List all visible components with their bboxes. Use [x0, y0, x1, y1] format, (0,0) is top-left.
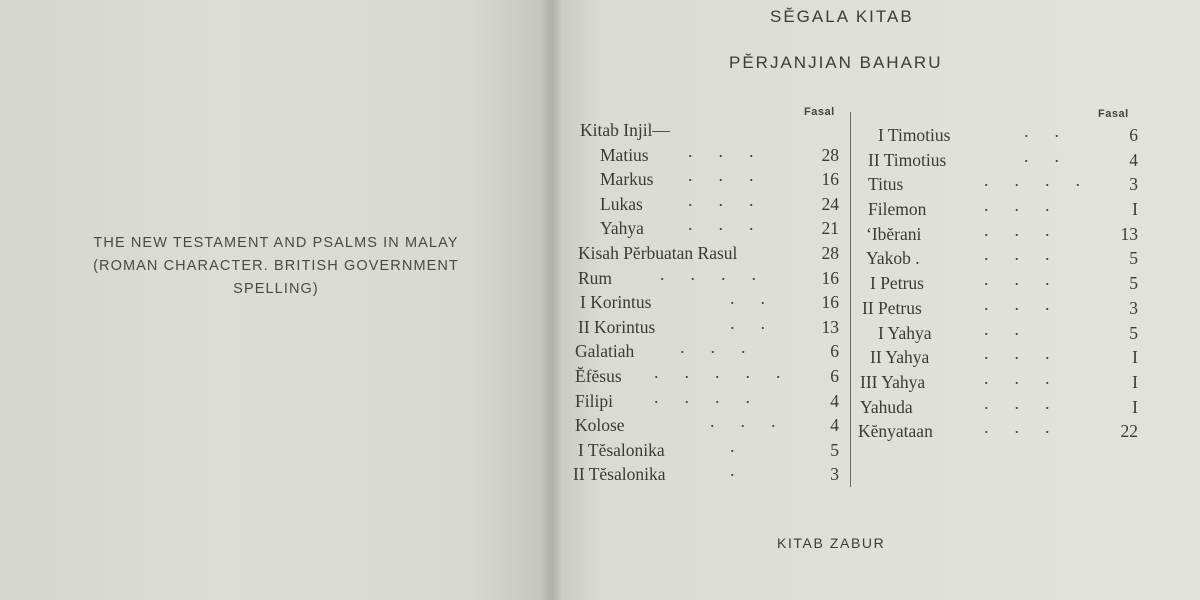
column-header-left: Fasal [804, 106, 835, 118]
dot-leader: ..... [654, 361, 807, 382]
chapter-count: 5 [1129, 273, 1138, 294]
book-row [570, 413, 845, 438]
dot-leader: ... [984, 343, 1076, 364]
book-name: Markus [600, 169, 654, 190]
dot-leader: . [730, 435, 761, 456]
book-name: Titus [868, 174, 904, 195]
book-name: II Petrus [862, 297, 922, 318]
chapter-count: 16 [821, 169, 839, 190]
dot-leader: ... [688, 140, 780, 161]
left-page [0, 0, 550, 600]
book-name: I Yahya [878, 322, 932, 343]
dot-leader: .. [730, 288, 791, 309]
dot-leader: ... [984, 293, 1076, 314]
book-row [570, 290, 845, 315]
column-header-right: Fasal [1098, 108, 1129, 120]
book-name: Filemon [868, 199, 927, 220]
chapter-count: 13 [821, 316, 839, 337]
dot-leader: .. [984, 318, 1045, 339]
book-name: II Yahya [870, 347, 930, 368]
book-name: II Tĕsalonika [573, 464, 666, 485]
books-list-right [856, 123, 1146, 444]
book-row [570, 386, 845, 414]
chapter-count: I [1132, 396, 1138, 417]
book-name: II Timotius [868, 149, 947, 170]
chapter-count: 16 [821, 267, 839, 288]
books-list-left [570, 118, 845, 487]
dot-leader: .... [660, 263, 782, 284]
book-name: I Timotius [878, 125, 951, 145]
chapter-count: I [1132, 199, 1138, 220]
book-name: Yakob . [866, 248, 920, 269]
book-name: I Tĕsalonika [578, 439, 665, 460]
chapter-count: 5 [830, 439, 839, 460]
chapter-count: 5 [1129, 322, 1138, 343]
book-name: Kĕnyataan [858, 421, 933, 442]
chapter-count: 22 [1120, 421, 1138, 442]
section-heading: PĔRJANJIAN BAHARU [729, 53, 943, 72]
left-page-title [48, 232, 504, 301]
dot-leader: ... [984, 219, 1076, 240]
book-row [856, 123, 1146, 148]
chapter-count: 4 [830, 390, 839, 411]
chapter-count: I [1132, 347, 1138, 368]
book-name: Ĕfĕsus [575, 365, 622, 386]
book-name: Rum [578, 267, 613, 288]
dot-leader: ... [688, 165, 780, 186]
dot-leader: .. [1024, 121, 1085, 141]
dot-leader: ... [984, 195, 1076, 216]
book-name: I Korintus [580, 292, 652, 313]
page-heading: SĔGALA KITAB [770, 7, 914, 26]
chapter-count: 5 [1129, 248, 1138, 269]
chapter-count: 3 [1129, 297, 1138, 318]
book-name: Yahya [600, 218, 644, 239]
dot-leader: .... [654, 386, 776, 407]
book-name: ‘Ibĕrani [866, 223, 922, 244]
chapter-count: 4 [1129, 149, 1138, 170]
chapter-count: 28 [821, 242, 839, 263]
dot-leader: ... [984, 392, 1076, 413]
chapter-count: 16 [821, 292, 839, 313]
chapter-count: 6 [830, 365, 839, 386]
book-name: Filipi [575, 390, 613, 411]
chapter-count: 4 [830, 415, 839, 436]
dot-leader: .. [1024, 145, 1085, 166]
book-row [856, 419, 1146, 444]
dot-leader: ... [984, 244, 1076, 265]
book-gutter [540, 0, 562, 600]
book-name: Kitab Injil— [580, 120, 670, 140]
dot-leader: ... [710, 411, 802, 432]
chapter-count: 6 [1129, 125, 1138, 145]
bottom-heading: KITAB ZABUR [777, 535, 886, 551]
chapter-count: 13 [1120, 223, 1138, 244]
title-line-1: THE NEW TESTAMENT AND PSALMS IN MALAY [93, 235, 459, 251]
book-name: Yahuda [860, 396, 913, 417]
book-row [570, 462, 845, 487]
title-line-2: (ROMAN CHARACTER. BRITISH GOVERNMENT [93, 258, 459, 274]
book-name: III Yahya [860, 371, 926, 392]
chapter-count: 6 [830, 341, 839, 362]
book-name: II Korintus [578, 316, 656, 337]
book-name: I Petrus [870, 273, 924, 294]
chapter-count: 3 [1129, 174, 1138, 195]
chapter-count: 21 [821, 218, 839, 239]
dot-leader: ... [984, 269, 1076, 290]
dot-leader: . [730, 460, 761, 481]
dot-leader: ... [984, 367, 1076, 388]
dot-leader: ... [984, 417, 1076, 438]
book-row [570, 263, 845, 291]
book-row [570, 216, 845, 241]
book-name: Kisah Pĕrbuatan Rasul [578, 242, 738, 263]
title-line-3: SPELLING) [233, 281, 319, 297]
column-divider [850, 112, 851, 487]
book-row [570, 435, 845, 463]
chapter-count: 3 [830, 464, 839, 485]
book-name: Lukas [600, 193, 643, 214]
dot-leader: ... [680, 337, 772, 358]
book-name: Galatiah [575, 341, 635, 362]
dot-leader: ... [688, 214, 780, 235]
chapter-count: 24 [821, 193, 839, 214]
chapter-count: I [1132, 371, 1138, 392]
book-name: Matius [600, 144, 649, 165]
chapter-count: 28 [821, 144, 839, 165]
dot-leader: .... [984, 170, 1106, 191]
dot-leader: .. [730, 312, 791, 333]
book-name: Kolose [575, 415, 625, 436]
dot-leader: ... [688, 189, 780, 210]
